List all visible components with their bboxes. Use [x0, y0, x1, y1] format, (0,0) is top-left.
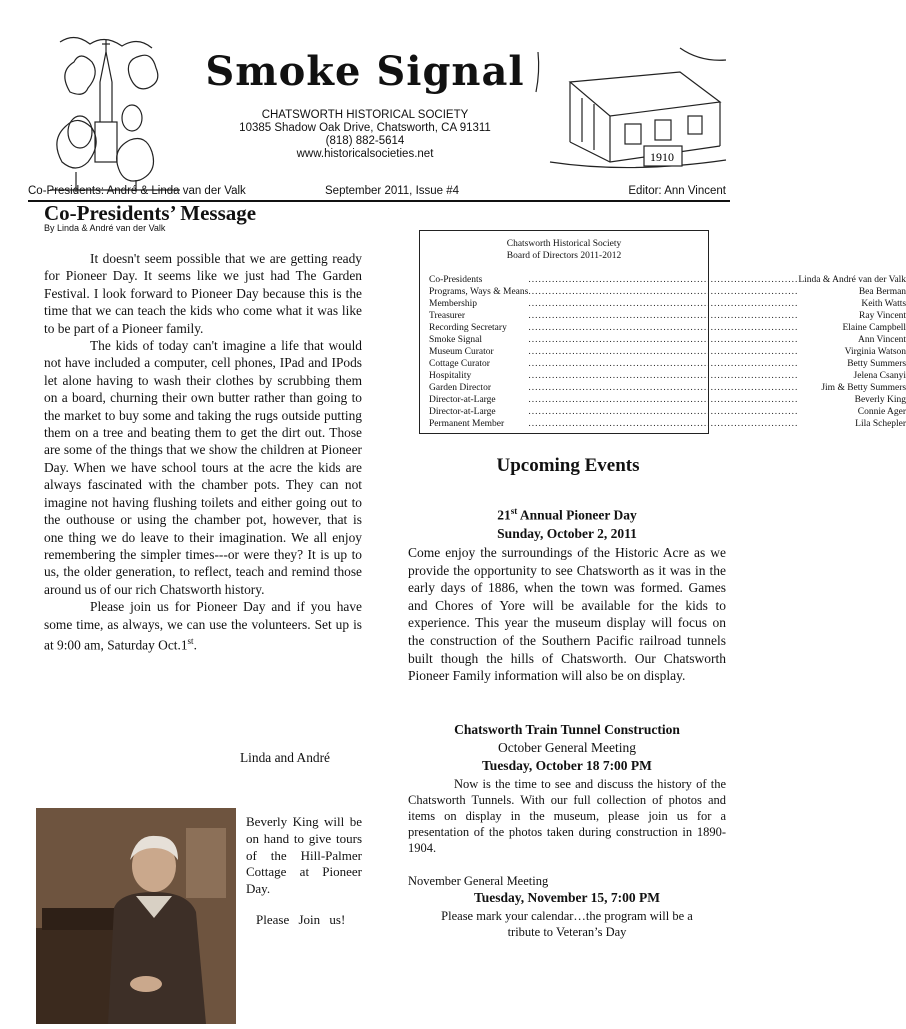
church-sketch	[40, 22, 200, 202]
message-title: Co-Presidents’ Message	[44, 201, 257, 225]
message-byline: By Linda & André van der Valk	[44, 223, 166, 233]
board-row	[429, 274, 906, 286]
message-body	[44, 250, 362, 654]
board-role: Director-at-Large	[429, 395, 496, 405]
board-leader-dots: ................................................................................	[528, 311, 799, 321]
board-role: Programs, Ways & Means	[429, 287, 529, 297]
beverly-king-photo	[36, 808, 236, 1024]
board-role: Garden Director	[429, 383, 491, 393]
society-info	[200, 109, 530, 161]
board-leader-dots: ................................................................................	[528, 395, 799, 405]
board-row	[429, 382, 906, 394]
board-member-name: Beverly King	[854, 395, 906, 405]
board-member-name: Ray Vincent	[859, 311, 906, 321]
board-leader-dots: ................................................................................	[528, 419, 799, 429]
pioneer-day-body: Come enjoy the surroundings of the Historic Acre as we provide the opportunity to see Chatsworth as it was in the early days of 1886, when the town was formed. Games and Chores of Yore will be available for the kids to experience. This year the museum display will focus on the construction of the Southern Pacific railroad tunnels built though the hills of Chatsworth. Our Chatsworth Pioneer Family information will also be on display.	[408, 545, 726, 684]
board-member-name: Bea Berman	[858, 287, 906, 297]
pioneer-rest: Annual Pioneer Day	[517, 507, 637, 523]
board-leader-dots: ................................................................................	[528, 383, 799, 393]
board-row	[429, 286, 906, 298]
message-p3-sup: st	[187, 635, 194, 646]
board-member-name: Elaine Campbell	[842, 323, 906, 333]
board-row	[429, 406, 906, 418]
pioneer-day-date: Sunday, October 2, 2011	[497, 526, 637, 541]
board-member-name: Virginia Watson	[844, 347, 906, 357]
board-of-directors-box	[419, 230, 906, 434]
society-phone: (818) 882-5614	[325, 135, 405, 147]
board-member-name: Lila Schepler	[855, 419, 906, 429]
board-leader-dots: ................................................................................	[528, 323, 799, 333]
pioneer-sup: st	[510, 506, 518, 516]
photo-caption-text: Beverly King will be on hand to give tours of the Hill-Palmer Cottage at Pioneer Day.	[246, 814, 362, 897]
pioneer-day-title	[408, 506, 726, 524]
board-leader-dots: ................................................................................	[528, 287, 799, 297]
board-member-name: Betty Summers	[847, 359, 906, 369]
board-leader-dots: ................................................................................	[528, 335, 799, 345]
board-row	[429, 334, 906, 346]
board-heading	[420, 238, 708, 262]
events-title: Upcoming Events	[496, 455, 640, 476]
train-tunnel-body: Now is the time to see and discuss the history of the Chatsworth Tunnels. With our full collection of photos and items on display in the museum, please join us for a presentation of the photos taken during construction in 1890-1904.	[408, 777, 726, 855]
message-signature: Linda and André	[240, 750, 330, 765]
board-row	[429, 394, 906, 406]
copresidents-label: Co-Presidents: André & Linda van der Valk	[28, 185, 246, 197]
board-row	[429, 322, 906, 334]
board-role: Recording Secretary	[429, 323, 507, 333]
board-role: Membership	[429, 299, 478, 309]
society-address: 10385 Shadow Oak Drive, Chatsworth, CA 91311	[239, 122, 491, 134]
board-row	[429, 418, 906, 430]
board-role: Museum Curator	[429, 347, 494, 357]
board-row	[429, 358, 906, 370]
issue-label: September 2011, Issue #4	[325, 185, 460, 197]
train-tunnel-sub: October General Meeting	[498, 740, 636, 755]
board-member-name: Linda & André van der Valk	[798, 275, 906, 285]
november-meeting-date: Tuesday, November 15, 7:00 PM	[473, 890, 660, 905]
board-member-name: Jim & Betty Summers	[821, 383, 906, 393]
november-meeting-body: Please mark your calendar…the program will be a tribute to Veteran’s Day	[441, 909, 693, 939]
board-role: Co-Presidents	[429, 275, 483, 285]
editor-label: Editor: Ann Vincent	[628, 185, 726, 197]
board-role: Cottage Curator	[429, 359, 490, 369]
board-leader-dots: ................................................................................	[528, 347, 799, 357]
message-paragraph	[44, 598, 362, 654]
masthead-title: Smoke Signal	[205, 48, 525, 95]
photo-figure	[36, 808, 236, 1024]
board-leader-dots: ................................................................................	[528, 359, 799, 369]
board-role: Permanent Member	[429, 419, 505, 429]
board-row	[429, 310, 906, 322]
board-heading-2: Board of Directors 2011-2012	[506, 251, 622, 261]
board-role: Hospitality	[429, 371, 472, 381]
board-member-name: Jelena Csanyi	[853, 371, 906, 381]
society-website[interactable]: www.historicalsocieties.net	[296, 148, 434, 160]
board-leader-dots: ................................................................................	[528, 275, 799, 285]
train-tunnel-date: Tuesday, October 18 7:00 PM	[482, 758, 652, 773]
board-member-name: Ann Vincent	[857, 335, 906, 345]
board-row	[429, 346, 906, 358]
train-tunnel-title: Chatsworth Train Tunnel Construction	[454, 722, 680, 737]
board-leader-dots: ................................................................................	[528, 299, 799, 309]
board-role: Treasurer	[429, 311, 466, 321]
pioneer-num: 21	[497, 507, 511, 523]
sketch-sign: 1910	[650, 150, 674, 164]
board-role: Smoke Signal	[429, 335, 483, 345]
society-name: CHATSWORTH HISTORICAL SOCIETY	[261, 109, 469, 121]
board-row	[429, 370, 906, 382]
photo-caption	[246, 814, 362, 929]
board-row	[429, 298, 906, 310]
board-heading-1: Chatsworth Historical Society	[506, 239, 622, 249]
november-meeting-label: November General Meeting	[408, 874, 549, 888]
cottage-sketch	[530, 42, 730, 182]
message-paragraph: The kids of today can't imagine a life that would not have included a computer, cell phones, IPad and IPods let alone having to wash their clothes by scrubbing them on a board, churning their own butter rather than going to the market to buy some and taking the rugs outside putting them on a tree and beating them to get the dirt out. Those are some of the things that we show the children at Pioneer Day. When we have school tours at the acre the kids are always fascinated with the chamber pots. They can not imagine not having flushing toilets and either going out to the outhouse or using the chamber pot, however, that is one thing we do leave to their imagination. We all enjoy remembering the simpler times---or were they? It is up to us, the older generation, to reflect, teach and remind those around us of our rich Chatsworth history.	[44, 338, 362, 597]
message-p3: Please join us for Pioneer Day and if you have some time, as always, we can use the volunteers. Set up is at 9:00 am, Saturday Oct.1	[44, 599, 362, 653]
board-member-name: Keith Watts	[861, 299, 906, 309]
board-table	[429, 274, 906, 430]
board-member-name: Connie Ager	[857, 407, 906, 417]
board-leader-dots: ................................................................................	[528, 407, 799, 417]
message-p3-end: .	[193, 637, 197, 653]
message-paragraph: It doesn't seem possible that we are getting ready for Pioneer Day. It seems like we just had The Garden Festival. I look forward to Pioneer Day because this is the time that we can teach the kids who come what it was like to be part of a Pioneer family.	[44, 251, 362, 336]
photo-caption-join: Please Join us!	[256, 911, 346, 927]
board-leader-dots: ................................................................................	[528, 371, 799, 381]
board-role: Director-at-Large	[429, 407, 496, 417]
